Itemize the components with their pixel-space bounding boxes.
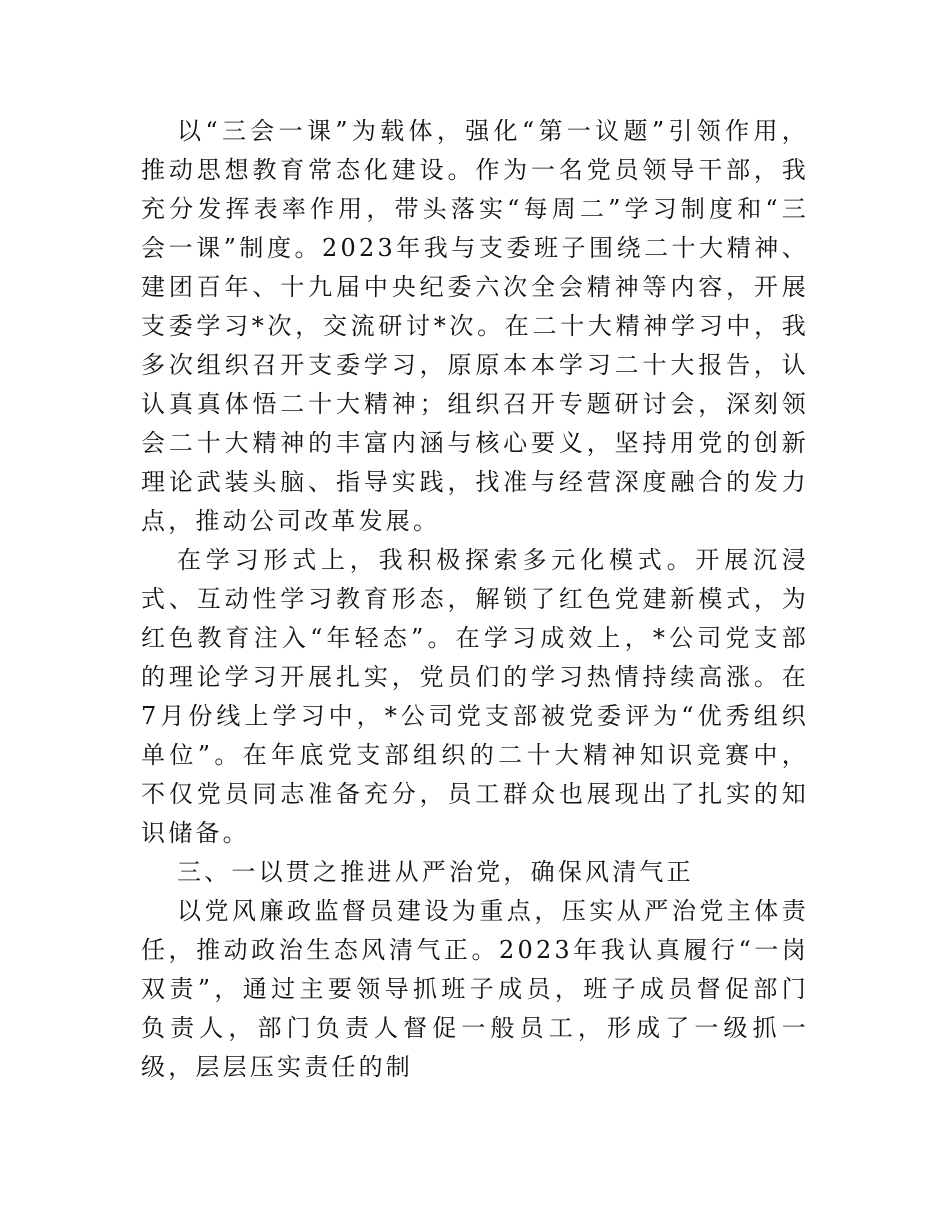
section-heading: 三、一以贯之推进从严治党，确保风清气正 xyxy=(177,858,694,886)
document-body xyxy=(141,112,809,1087)
paragraph-party-discipline: 以党风廉政监督员建设为重点，压实从严治党主体责任，推动政治生态风清气正。2023年我认真履行“一岗双责”，通过主要领导抓班子成员，班子成员督促部门负责人，部门负责人督促一般员工，形成了一级抓一级，层层压实责任的制 xyxy=(141,897,809,1081)
paragraph-study-forms: 在学习形式上，我积极探索多元化模式。开展沉浸式、互动性学习教育形态，解锁了红色党建新模式，为红色教育注入“年轻态”。在学习成效上，*公司党支部的理论学习开展扎实，党员们的学习热情持续高涨。在7月份线上学习中，*公司党支部被党委评为“优秀组织单位”。在年底党支部组织的二十大精神知识竞赛中，不仅党员同志准备充分，员工群众也展现出了扎实的知识储备。 xyxy=(141,546,809,847)
paragraph-study-system: 以“三会一课”为载体，强化“第一议题”引领作用，推动思想教育常态化建设。作为一名党员领导干部，我充分发挥表率作用，带头落实“每周二”学习制度和“三会一课”制度。2023年我与支委班子围绕二十大精神、建团百年、十九届中央纪委六次全会精神等内容，开展支委学习*次，交流研讨*次。在二十大精神学习中，我多次组织召开支委学习，原原本本学习二十大报告，认认真真体悟二十大精神；组织召开专题研讨会，深刻领会二十大精神的丰富内涵与核心要义，坚持用党的创新理论武装头脑、指导实践，找准与经营深度融合的发力点，推动公司改革发展。 xyxy=(141,117,809,535)
